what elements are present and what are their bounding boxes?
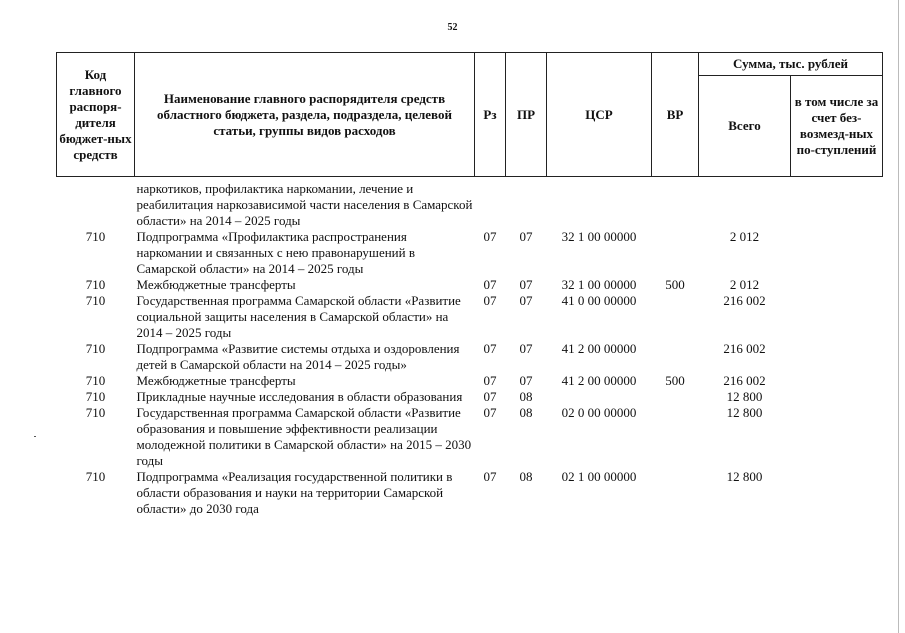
row-total: 12 800 bbox=[726, 469, 763, 484]
row-code: 710 bbox=[85, 373, 106, 388]
row-vr: 500 bbox=[665, 373, 685, 388]
row-total bbox=[699, 177, 791, 230]
row-name: Подпрограмма «Реализация государственной политики в области образования и науки на территории Самарской области» до 2030 года bbox=[136, 469, 453, 516]
header-sum: Сумма, тыс. рублей bbox=[699, 53, 883, 76]
row-code: 710 bbox=[85, 293, 106, 308]
row-code: 710 bbox=[85, 229, 106, 244]
row-incl bbox=[791, 177, 883, 230]
row-vr bbox=[652, 469, 699, 517]
row-incl bbox=[791, 293, 883, 341]
row-pr: 07 bbox=[519, 229, 533, 244]
row-code: 710 bbox=[85, 405, 106, 420]
row-code: 710 bbox=[85, 389, 106, 404]
row-total: 216 002 bbox=[723, 373, 766, 388]
table-row bbox=[57, 341, 883, 373]
header-vr: ВР bbox=[652, 53, 699, 177]
header-incl: в том числе за счет без-возмезд-ных по-ступлений bbox=[791, 76, 883, 177]
table-row bbox=[57, 405, 883, 469]
row-vr: 500 bbox=[665, 277, 685, 292]
header-pr: ПР bbox=[506, 53, 547, 177]
row-csr: 32 1 00 00000 bbox=[561, 277, 637, 292]
row-total: 12 800 bbox=[726, 389, 763, 404]
row-rz: 07 bbox=[483, 469, 497, 484]
table-header bbox=[57, 53, 883, 177]
row-csr: 41 2 00 00000 bbox=[561, 341, 637, 356]
row-vr bbox=[652, 389, 699, 405]
header-rz: Рз bbox=[475, 53, 506, 177]
row-total: 216 002 bbox=[723, 293, 766, 308]
row-rz: 07 bbox=[483, 229, 497, 244]
row-code: 710 bbox=[85, 277, 106, 292]
row-pr: 08 bbox=[519, 389, 533, 404]
row-total: 2 012 bbox=[729, 229, 760, 244]
row-total: 2 012 bbox=[729, 277, 760, 292]
budget-table bbox=[56, 52, 883, 517]
row-code bbox=[57, 177, 135, 230]
header-total: Всего bbox=[699, 76, 791, 177]
row-name: Прикладные научные исследования в области образования bbox=[136, 389, 463, 404]
row-name: наркотиков, профилактика наркомании, лечение и реабилитация наркозависимой части населения в Самарской области» на 2014 – 2025 годы bbox=[136, 181, 473, 228]
row-incl bbox=[791, 229, 883, 277]
scan-edge-line bbox=[898, 0, 899, 633]
row-code: 710 bbox=[85, 341, 106, 356]
row-vr bbox=[652, 229, 699, 277]
row-pr: 07 bbox=[519, 277, 533, 292]
table-row bbox=[57, 469, 883, 517]
scan-speck bbox=[34, 436, 36, 437]
row-name: Межбюджетные трансферты bbox=[136, 277, 296, 292]
row-name: Подпрограмма «Развитие системы отдыха и оздоровления детей в Самарской области на 2014 – 2025 годы» bbox=[136, 341, 460, 372]
row-csr: 41 0 00 00000 bbox=[561, 293, 637, 308]
row-name: Межбюджетные трансферты bbox=[136, 373, 296, 388]
table-row bbox=[57, 277, 883, 293]
row-csr: 32 1 00 00000 bbox=[561, 229, 637, 244]
row-incl bbox=[791, 341, 883, 373]
row-rz: 07 bbox=[483, 341, 497, 356]
header-code: Код главного распоря-дителя бюджет-ных средств bbox=[57, 53, 135, 177]
row-csr: 02 0 00 00000 bbox=[561, 405, 637, 420]
row-pr: 07 bbox=[519, 373, 533, 388]
row-pr: 08 bbox=[519, 469, 533, 484]
row-incl bbox=[791, 405, 883, 469]
row-rz: 07 bbox=[483, 373, 497, 388]
row-vr bbox=[652, 405, 699, 469]
row-total: 216 002 bbox=[723, 341, 766, 356]
row-incl bbox=[791, 373, 883, 389]
row-name: Государственная программа Самарской области «Развитие социальной защиты населения в Самарской области» на 2014 – 2025 годы bbox=[136, 293, 461, 340]
row-rz: 07 bbox=[483, 277, 497, 292]
row-csr: 02 1 00 00000 bbox=[561, 469, 637, 484]
row-name: Подпрограмма «Профилактика распространения наркомании и связанных с нею правонарушений в Самарской области» на 2014 – 2025 годы bbox=[136, 229, 415, 276]
table-row bbox=[57, 373, 883, 389]
row-vr bbox=[652, 341, 699, 373]
row-pr: 07 bbox=[519, 293, 533, 308]
row-pr: 07 bbox=[519, 341, 533, 356]
header-csr: ЦСР bbox=[547, 53, 652, 177]
row-csr bbox=[547, 389, 652, 405]
row-csr bbox=[547, 177, 652, 230]
row-incl bbox=[791, 277, 883, 293]
page-number: 52 bbox=[447, 22, 458, 33]
row-rz bbox=[475, 177, 506, 230]
row-incl bbox=[791, 389, 883, 405]
table-body bbox=[57, 177, 883, 518]
row-vr bbox=[652, 293, 699, 341]
table-row bbox=[57, 293, 883, 341]
row-csr: 41 2 00 00000 bbox=[561, 373, 637, 388]
row-rz: 07 bbox=[483, 405, 497, 420]
table-row bbox=[57, 389, 883, 405]
row-vr bbox=[652, 177, 699, 230]
row-total: 12 800 bbox=[726, 405, 763, 420]
row-name: Государственная программа Самарской области «Развитие образования и повышение эффективности реализации молодежной политики в Самарской области» на 2015 – 2030 годы bbox=[136, 405, 472, 468]
table-row bbox=[57, 229, 883, 277]
row-incl bbox=[791, 469, 883, 517]
row-pr bbox=[506, 177, 547, 230]
row-rz: 07 bbox=[483, 389, 497, 404]
row-code: 710 bbox=[85, 469, 106, 484]
row-rz: 07 bbox=[483, 293, 497, 308]
header-name: Наименование главного распорядителя средств областного бюджета, раздела, подраздела, целевой статьи, группы видов расходов bbox=[135, 53, 475, 177]
row-pr: 08 bbox=[519, 405, 533, 420]
table-row bbox=[57, 177, 883, 230]
